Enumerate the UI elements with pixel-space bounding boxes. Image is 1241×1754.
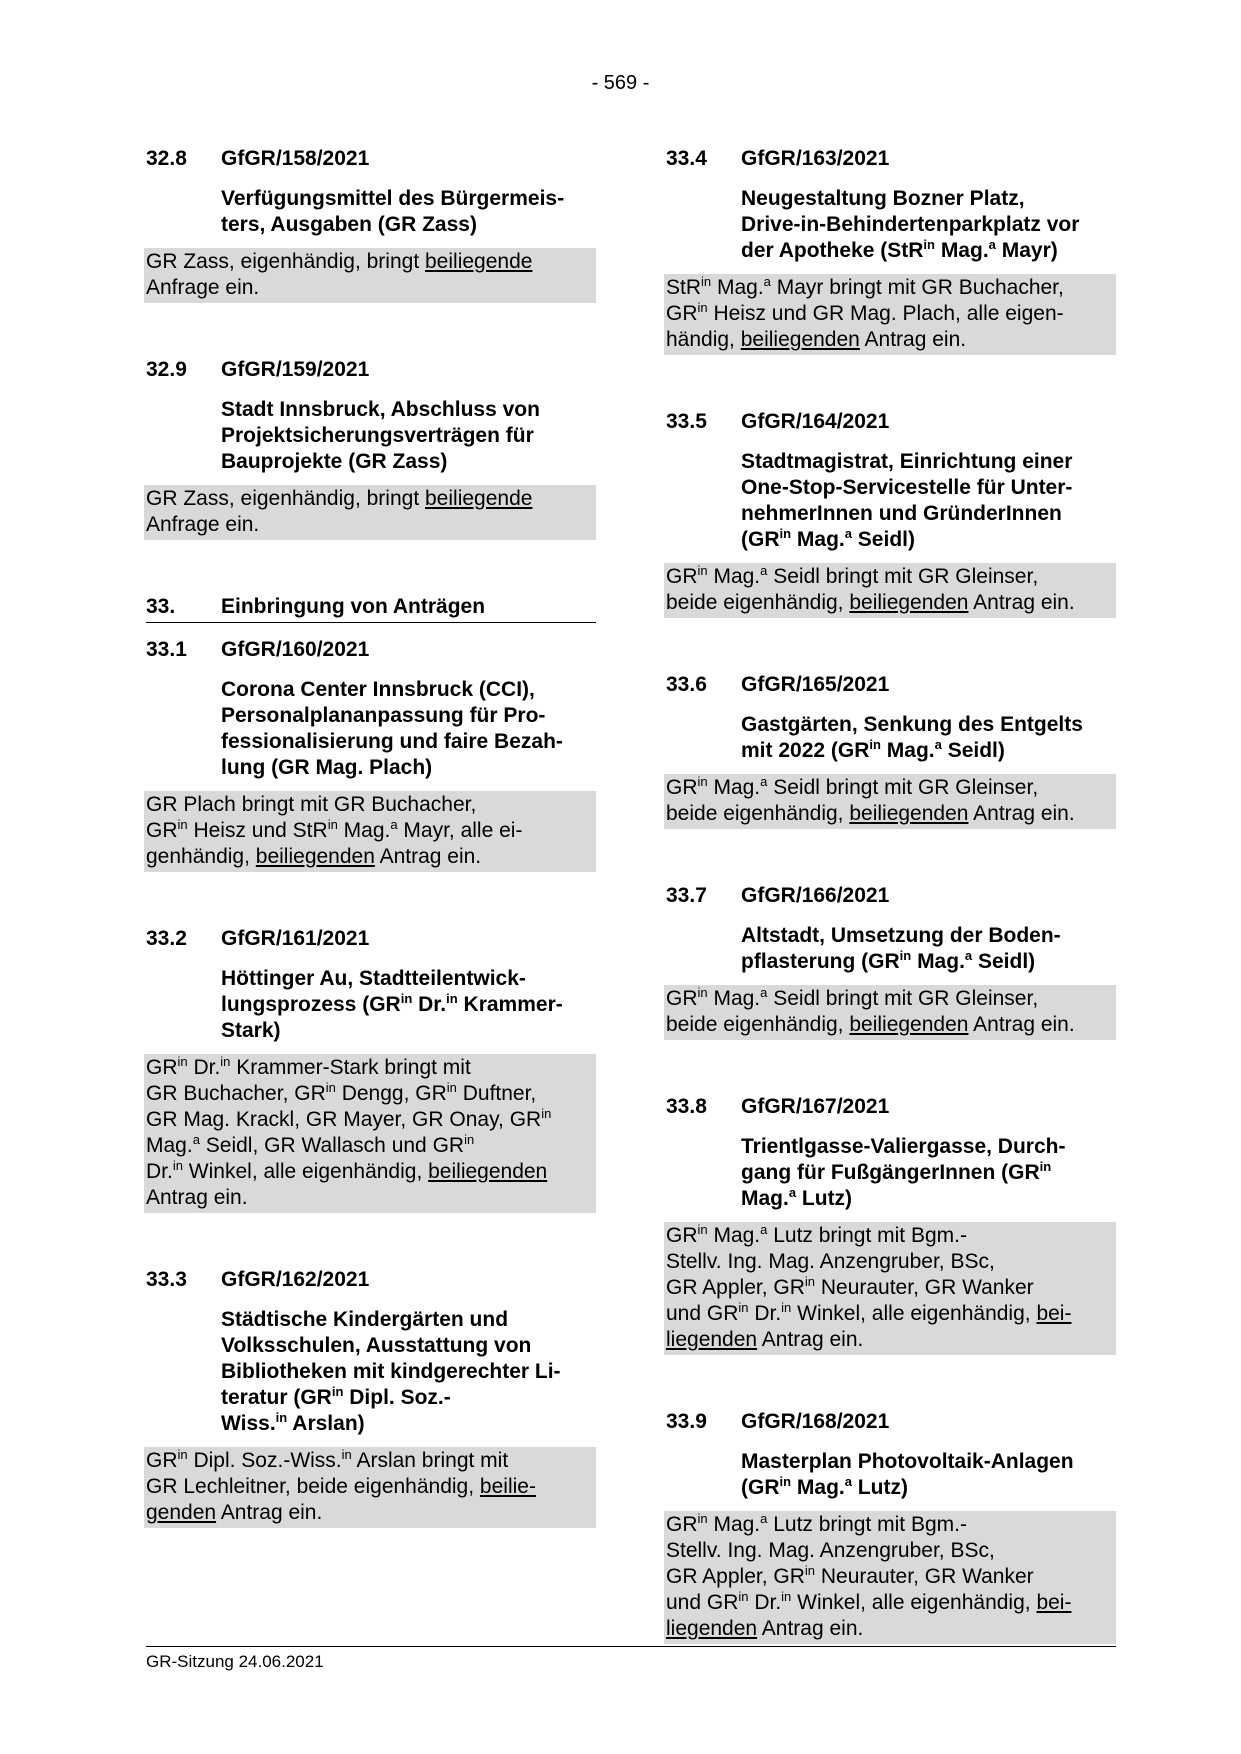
item-number: 32.9 [146, 358, 187, 381]
item-code: GfGR/164/2021 [741, 410, 890, 433]
item-code: GfGR/167/2021 [741, 1095, 890, 1118]
item-title: Masterplan Photovoltaik-Anlagen ($GR^{in}$ Mag.$^a$ Lutz) [741, 1450, 1074, 1499]
item-number: 33.2 [146, 927, 187, 950]
item-description: $GR^{in}$ Mag.$^a$ Seidl bringt mit GR Gleinser, beide eigenhändig, beiliegenden Antrag ein. [664, 985, 1116, 1040]
item-heading [666, 672, 1116, 698]
item-code: GfGR/160/2021 [221, 638, 370, 661]
item-title: Corona Center Innsbruck (CCI), Personalplananpassung für Pro- fessionalisierung und faire Bezah- lung (GR Mag. Plach) [221, 678, 563, 779]
item-heading [146, 357, 596, 383]
item-title: Stadt Innsbruck, Abschluss von Projektsicherungsverträgen für Bauprojekte (GR Zass) [221, 398, 540, 473]
agenda-item [666, 1094, 1116, 1355]
item-code: GfGR/158/2021 [221, 147, 370, 170]
item-number: 33.8 [666, 1095, 707, 1118]
item-description: GR Plach bringt mit GR Buchacher, $GR^{in}$ Heisz und StR$^{in}$ Mag.$^a$ Mayr, alle ei- genhändig, beiliegenden Antrag ein. [144, 791, 596, 872]
item-title: Verfügungsmittel des Bürgermeis- ters, Ausgaben (GR Zass) [221, 187, 565, 236]
item-heading [666, 883, 1116, 909]
item-description: $GR^{in}$ Mag.$^a$ Seidl bringt mit GR Gleinser, beide eigenhändig, beiliegenden Antrag ein. [664, 774, 1116, 829]
item-heading [666, 1409, 1116, 1435]
left-column [146, 146, 596, 1582]
item-code: GfGR/162/2021 [221, 1268, 370, 1291]
item-code: GfGR/159/2021 [221, 358, 370, 381]
item-heading [666, 409, 1116, 435]
item-title: Höttinger Au, Stadtteilentwick- lungsprozess ($GR^{in}$ Dr.$^{in}$ Krammer- Stark) [221, 967, 563, 1042]
agenda-item [146, 357, 596, 540]
item-description: GR Zass, eigenhändig, bringt beiliegende Anfrage ein. [144, 485, 596, 540]
item-code: GfGR/166/2021 [741, 884, 890, 907]
item-number: 33.1 [146, 638, 187, 661]
item-number: 33.3 [146, 1268, 187, 1291]
item-number: 33.7 [666, 884, 707, 907]
agenda-item [146, 926, 596, 1213]
item-number: 33.9 [666, 1410, 707, 1433]
item-heading [146, 1267, 596, 1293]
item-title: Städtische Kindergärten und Volksschulen, Ausstattung von Bibliotheken mit kindgerechter Li- teratur ($GR^{in}$ Dipl. Soz.- Wiss.$^{in}$ Arslan) [221, 1308, 561, 1435]
footer: GR-Sitzung 24.06.2021 [146, 1652, 324, 1671]
item-title: Stadtmagistrat, Einrichtung einer One-Stop-Servicestelle für Unter- nehmerInnen und GründerInnen ($GR^{in}$ Mag.$^a$ Seidl) [741, 450, 1073, 551]
item-heading [146, 926, 596, 952]
item-title: Altstadt, Umsetzung der Boden- pflasterung ($GR^{in}$ Mag.$^a$ Seidl) [741, 924, 1061, 973]
item-title: Neugestaltung Bozner Platz, Drive-in-Behindertenparkplatz vor der Apotheke (StR$^{in}$ Mag.$^a$ Mayr) [741, 187, 1080, 262]
item-number: 33.4 [666, 147, 707, 170]
agenda-item [666, 146, 1116, 355]
agenda-item [666, 883, 1116, 1040]
right-column [666, 146, 1116, 1698]
item-number: 32.8 [146, 147, 187, 170]
item-title: Trientlgasse-Valiergasse, Durch- gang für FußgängerInnen ($GR^{in}$ Mag.$^a$ Lutz) [741, 1135, 1066, 1210]
item-heading [146, 637, 596, 663]
agenda-item [146, 1267, 596, 1528]
item-description: StR$^{in}$ Mag.$^a$ Mayr bringt mit GR Buchacher, $GR^{in}$ Heisz und GR Mag. Plach, alle eigen- händig, beiliegenden Antrag ein. [664, 274, 1116, 355]
page-number: - 569 - [591, 72, 650, 94]
agenda-item [146, 637, 596, 872]
section-items [146, 637, 596, 1528]
item-heading [666, 1094, 1116, 1120]
item-number: 33.6 [666, 673, 707, 696]
item-description: $GR^{in}$ Mag.$^a$ Lutz bringt mit Bgm.- Stellv. Ing. Mag. Anzengruber, BSc, GR Appler, $GR^{in}$ Neurauter, GR Wanker und $GR^{in}$ Dr.$^{in}$ Winkel, alle eigenhändig, bei- liegenden Antrag ein. [664, 1511, 1116, 1644]
item-number: 33.5 [666, 410, 707, 433]
item-description: $GR^{in}$ Mag.$^a$ Lutz bringt mit Bgm.- Stellv. Ing. Mag. Anzengruber, BSc, GR Appler, $GR^{in}$ Neurauter, GR Wanker und $GR^{in}$ Dr.$^{in}$ Winkel, alle eigenhändig, bei- liegenden Antrag ein. [664, 1222, 1116, 1355]
agenda-item [666, 672, 1116, 829]
section-title: Einbringung von Anträgen [221, 595, 486, 618]
item-description: $GR^{in}$ Mag.$^a$ Seidl bringt mit GR Gleinser, beide eigenhändig, beiliegenden Antrag ein. [664, 563, 1116, 618]
item-description: $GR^{in}$ Dr.$^{in}$ Krammer-Stark bringt mit GR Buchacher, $GR^{in}$ Dengg, $GR^{in}$ Duftner, GR Mag. Krackl, GR Mayer, GR Onay, $GR^{in}$ Mag.$^a$ Seidl, GR Wallasch und $GR^{in}$ Dr.$^{in}$ Winkel, alle eigenhändig, beiliegenden Antrag ein. [144, 1054, 596, 1213]
section-heading [146, 594, 596, 623]
item-code: GfGR/163/2021 [741, 147, 890, 170]
item-code: GfGR/168/2021 [741, 1410, 890, 1433]
item-code: GfGR/165/2021 [741, 673, 890, 696]
left-items [146, 146, 596, 540]
section-number: 33. [146, 595, 176, 618]
agenda-item [666, 1409, 1116, 1644]
item-code: GfGR/161/2021 [221, 927, 370, 950]
item-heading [666, 146, 1116, 172]
agenda-item [666, 409, 1116, 618]
item-description: GR Zass, eigenhändig, bringt beiliegende Anfrage ein. [144, 248, 596, 303]
agenda-item [146, 146, 596, 303]
footer-divider [146, 1646, 1116, 1647]
item-description: $GR^{in}$ Dipl. Soz.-Wiss.$^{in}$ Arslan bringt mit GR Lechleitner, beide eigenhändig, beilie- genden Antrag ein. [144, 1447, 596, 1528]
item-heading [146, 146, 596, 172]
right-items [666, 146, 1116, 1644]
item-title: Gastgärten, Senkung des Entgelts mit 2022 ($GR^{in}$ Mag.$^a$ Seidl) [741, 713, 1083, 762]
